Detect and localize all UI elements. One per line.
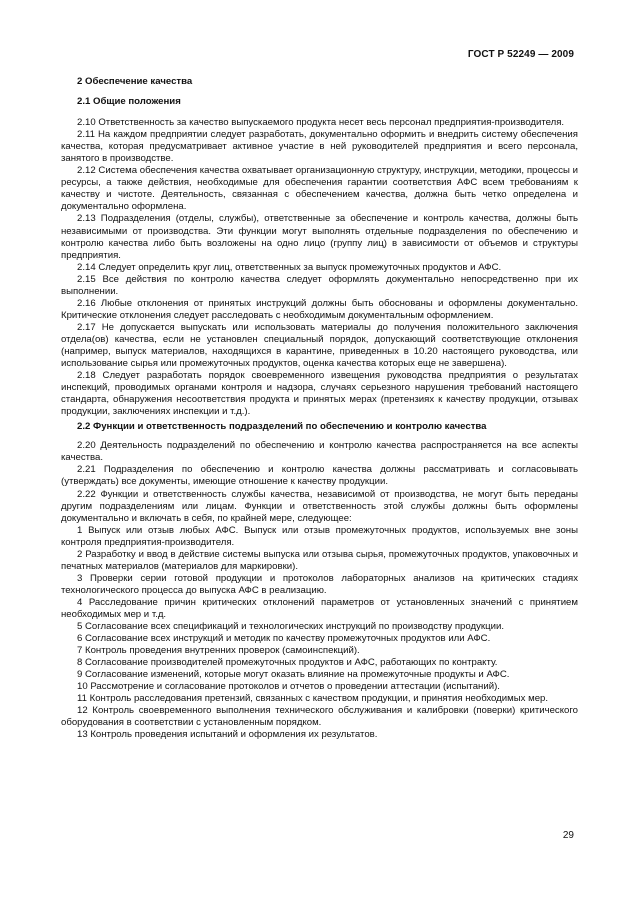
document-body — [61, 76, 578, 741]
paragraph: 2.12 Система обеспечения качества охватывает организационную структуру, инструкции, методики, процессы и ресурсы, а также действия, необходимые для обеспечения гарантии соответствия АФС всем требованиям к качеству и чистоте. Деятельность, связанная с обеспечением качества, должна быть четко определена и документально оформлена. — [61, 165, 578, 213]
section-title: 2 Обеспечение качества — [77, 76, 193, 87]
list-item: 12 Контроль своевременного выполнения технического обслуживания и калибровки (поверки) критического оборудования в соответствии с установленным порядком. — [61, 705, 578, 729]
list-item: 9 Согласование изменений, которые могут оказать влияние на промежуточные продукты и АФС. — [77, 669, 510, 681]
list-item: 10 Рассмотрение и согласование протоколов и отчетов о проведении аттестации (испытаний). — [77, 681, 500, 693]
paragraph: 2.20 Деятельность подразделений по обеспечению и контролю качества распространяется на все аспекты качества. — [61, 440, 578, 464]
document-header: ГОСТ Р 52249 — 2009 — [467, 49, 574, 60]
list-item: 4 Расследование причин критических отклонений параметров от установленных значений с принятием необходимых мер и т.д. — [61, 596, 578, 620]
paragraph: 2.11 На каждом предприятии следует разработать, документально оформить и внедрить систему обеспечения качества, которая предусматривает активное участие в ней руководителей предприятия и всего персонала, занятого в производстве. — [61, 129, 578, 165]
list-item: 8 Согласование производителей промежуточных продуктов и АФС, работающих по контракту. — [77, 657, 498, 669]
list-item: 3 Проверки серии готовой продукции и протоколов лабораторных анализов на критических стадиях технологического процесса до выпуска АФС в реализацию. — [61, 572, 578, 596]
page-number: 29 — [562, 830, 574, 841]
list-item: 11 Контроль расследования претензий, связанных с качеством продукции, и принятия необходимых мер. — [77, 693, 549, 705]
paragraph: 2.21 Подразделения по обеспечению и контролю качества должны рассматривать и согласовывать (утверждать) все документы, имеющие отношение к качеству продукции. — [61, 464, 578, 488]
list-item: 6 Согласование всех инструкций и методик по качеству промежуточных продуктов или АФС. — [77, 633, 491, 645]
paragraph: 2.10 Ответственность за качество выпускаемого продукта несет весь персонал предприятия-производителя. — [77, 117, 565, 129]
list-item: 13 Контроль проведения испытаний и оформления их результатов. — [77, 729, 378, 741]
list-item: 1 Выпуск или отзыв любых АФС. Выпуск или отзыв промежуточных продуктов, используемых вне зоны контроля предприятия-производителя. — [61, 524, 578, 548]
paragraph: 2.15 Все действия по контролю качества следует оформлять документально непосредственно при их выполнении. — [61, 273, 578, 297]
paragraph: 2.17 Не допускается выпускать или использовать материалы до получения положительного заключения отдела(ов) качества, если не установлен специальный порядок, допускающий соответствующие отклонения (например, выпуск материалов, находящихся в карантине, приведенных в 10.20 настоящего руководства, или использование сырья или промежуточных продуктов, оценка качества которых еще не завершена). — [61, 321, 578, 370]
paragraph: 2.22 Функции и ответственность службы качества, независимой от производства, не могут быть переданы другим подразделениям или лицам. Функции и ответственность этой службы должны быть оформлены документально и включать в себя, по крайней мере, следующее: — [61, 488, 578, 524]
paragraph: 2.18 Следует разработать порядок своевременного извещения руководства предприятия о результатах инспекций, проводимых органами контроля и надзора, случаях серьезного нарушения требований настоящего стандарта, обнаружения несоответствия продукта и принятых мерах (претензиях к качеству продукции, отзывах продукции, заключениях инспекции и т.д.). — [61, 370, 578, 418]
paragraph: 2.14 Следует определить круг лиц, ответственных за выпуск промежуточных продуктов и АФС. — [77, 261, 502, 273]
paragraph: 2.16 Любые отклонения от принятых инструкций должны быть обоснованы и оформлены документально. Критические отклонения следует расследовать с необходимым документальным оформлением. — [61, 297, 578, 321]
paragraph: 2.13 Подразделения (отделы, службы), ответственные за обеспечение и контроль качества, должны быть независимыми от производства. Эти функции могут выполнять отдельные подразделения по обеспечению и контролю качества либо быть возложены на одно лицо (группу лиц) в зависимости от объемов и структуры предприятия. — [61, 213, 578, 261]
subsection-title: 2.1 Общие положения — [77, 96, 181, 108]
list-item: 5 Согласование всех спецификаций и технологических инструкций по производству продукции. — [77, 621, 504, 633]
list-item: 7 Контроль проведения внутренних проверок (самоинспекций). — [77, 645, 360, 657]
subsection-title: 2.2 Функции и ответственность подразделений по обеспечению и контролю качества — [77, 421, 487, 433]
list-item: 2 Разработку и ввод в действие системы выпуска или отзыва сырья, промежуточных продуктов, упаковочных и печатных материалов (материалов для маркировки). — [61, 548, 578, 572]
